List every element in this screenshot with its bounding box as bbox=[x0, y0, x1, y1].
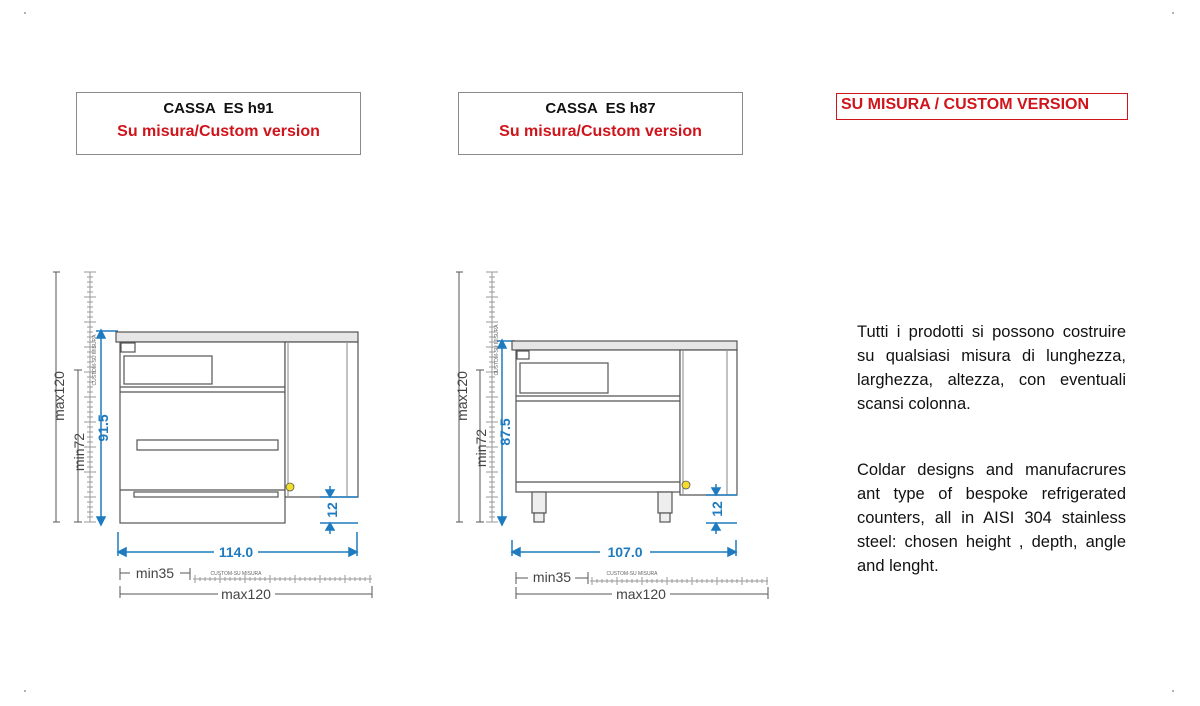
drawing2-custom-tag-vertical: CUSTOM-SU MISURA bbox=[494, 324, 500, 376]
drawing2-hinge-icon bbox=[682, 481, 690, 489]
drawing2-custom-tag-horizontal: CUSTOM-SU MISURA bbox=[606, 571, 658, 577]
corner-mark-bottom-right bbox=[1172, 690, 1174, 692]
drawing2-min-height-label: min72 bbox=[473, 428, 489, 468]
drawing1-subtitle: Su misura/Custom version bbox=[117, 123, 320, 140]
drawing1-max-height-label: max120 bbox=[51, 371, 67, 421]
drawing2-foot-label: 12 bbox=[709, 501, 725, 517]
drawing1-max-width-label: max120 bbox=[221, 586, 271, 602]
drawing2-width-label: 107.0 bbox=[607, 544, 643, 560]
drawing2-counter bbox=[512, 341, 737, 522]
drawing2-subtitle: Su misura/Custom version bbox=[499, 123, 702, 140]
corner-mark-top-left bbox=[24, 12, 26, 14]
drawing1-custom-tag-horizontal: CUSTOM-SU MISURA bbox=[210, 571, 262, 577]
corner-mark-bottom-left bbox=[24, 690, 26, 692]
drawing1-height-label: 91.5 bbox=[95, 414, 111, 442]
drawing2-max-height-label: max120 bbox=[454, 371, 470, 421]
custom-version-label: SU MISURA / CUSTOM VERSION bbox=[836, 93, 1128, 120]
drawing1-width-label: 114.0 bbox=[218, 544, 254, 560]
drawing2-max-width-label: max120 bbox=[616, 586, 666, 602]
drawing1-foot-label: 12 bbox=[324, 502, 340, 518]
corner-mark-top-right bbox=[1172, 12, 1174, 14]
drawing2-min-width-label: min35 bbox=[532, 569, 572, 585]
description-english: Coldar designs and manufacrures ant type of bespoke refrigerated counters, all in AISI 304 stainless steel: chosen height , depth, angle and lenght. bbox=[857, 461, 1126, 575]
description-italian: Tutti i prodotti si possono costruire su qualsiasi misura di lunghezza, larghezza, altezza, con eventuali scansi colonna. bbox=[857, 323, 1126, 413]
drawing2-height-label: 87.5 bbox=[497, 418, 513, 446]
drawing1-custom-tag-vertical: CUSTOM-SU MISURA bbox=[92, 334, 98, 386]
drawing1-title: CASSA ES h91 bbox=[163, 100, 274, 117]
drawing1-min-width-label: min35 bbox=[135, 565, 175, 581]
drawing1-min-height-label: min72 bbox=[71, 432, 87, 472]
drawing2-title: CASSA ES h87 bbox=[545, 100, 656, 117]
